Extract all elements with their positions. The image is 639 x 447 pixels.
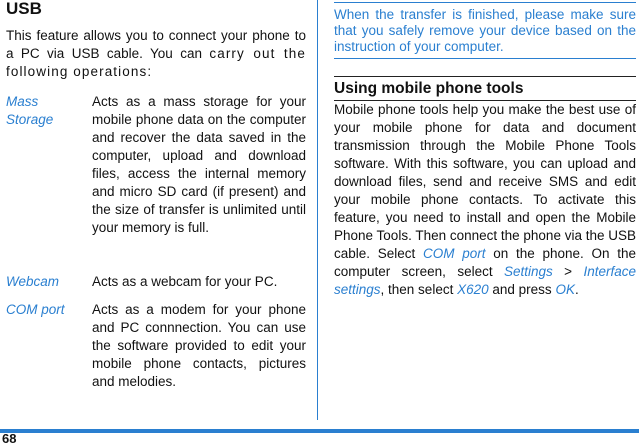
column-divider: [317, 0, 318, 420]
com-port-link[interactable]: COM port: [423, 246, 486, 261]
definition-list: [6, 93, 306, 401]
para-text-a: Mobile phone tools help you make the best use of your mobile phone for data and document transmission through the Mobile Phone Tools software. With this software, you can upload and download files, send and receive SMS and edit your mobile phone contacts. To activate this feature, you need to install and open the Mobile Phone Tools. Then connect the phone via the USB cable. Select: [334, 102, 636, 261]
definition-com-port: [6, 301, 306, 401]
para-end: .: [574, 282, 579, 297]
definition-webcam: [6, 273, 306, 301]
usb-intro: [6, 27, 306, 81]
note-bottom-rule: [334, 58, 636, 59]
footer-rule: [0, 429, 639, 433]
interface-settings-link[interactable]: Interface settings: [334, 264, 636, 297]
arrow-separator: >: [564, 264, 573, 279]
section-title-usb: USB: [6, 0, 42, 18]
para-text-b: on the phone. On the computer screen, select: [334, 246, 636, 279]
ok-link[interactable]: OK: [555, 282, 575, 297]
subsection-top-rule: [334, 76, 636, 77]
definition-term: Webcam: [6, 274, 60, 289]
note-top-rule: [334, 2, 636, 3]
safe-removal-note: When the transfer is finished, please make sure that you safely remove your device based on the instruction of your computer.: [334, 7, 636, 54]
left-column: [6, 0, 306, 401]
definition-body: Acts as a modem for your phone and PC connnection. You can use the software provided to edit your mobile phone contacts, pictures and melodies.: [92, 302, 306, 389]
definition-term: Mass Storage: [6, 94, 54, 127]
subsection-title-mobile-tools: Using mobile phone tools: [334, 80, 524, 97]
definition-body: Acts as a webcam for your PC.: [92, 274, 278, 289]
definition-term: COM port: [6, 302, 65, 317]
settings-link[interactable]: Settings: [503, 264, 553, 279]
para-text-d: and press: [492, 282, 552, 297]
x620-link[interactable]: X620: [457, 282, 489, 297]
definition-mass-storage: [6, 93, 306, 273]
mobile-tools-paragraph: [334, 101, 636, 299]
usb-intro-part-b: carry out the following operations:: [6, 46, 306, 79]
para-text-c: , then select: [380, 282, 454, 297]
page-number: 68: [2, 431, 17, 446]
definition-body: Acts as a mass storage for your mobile phone data on the computer and recover the data saved in the computer, upload and download files, access the internal memory and micro SD card (if present) and the size of transfer is unlimited until your memory is full.: [92, 94, 306, 235]
usb-intro-part-a: This feature allows you to connect your phone to a PC via USB cable. You can: [6, 28, 306, 61]
